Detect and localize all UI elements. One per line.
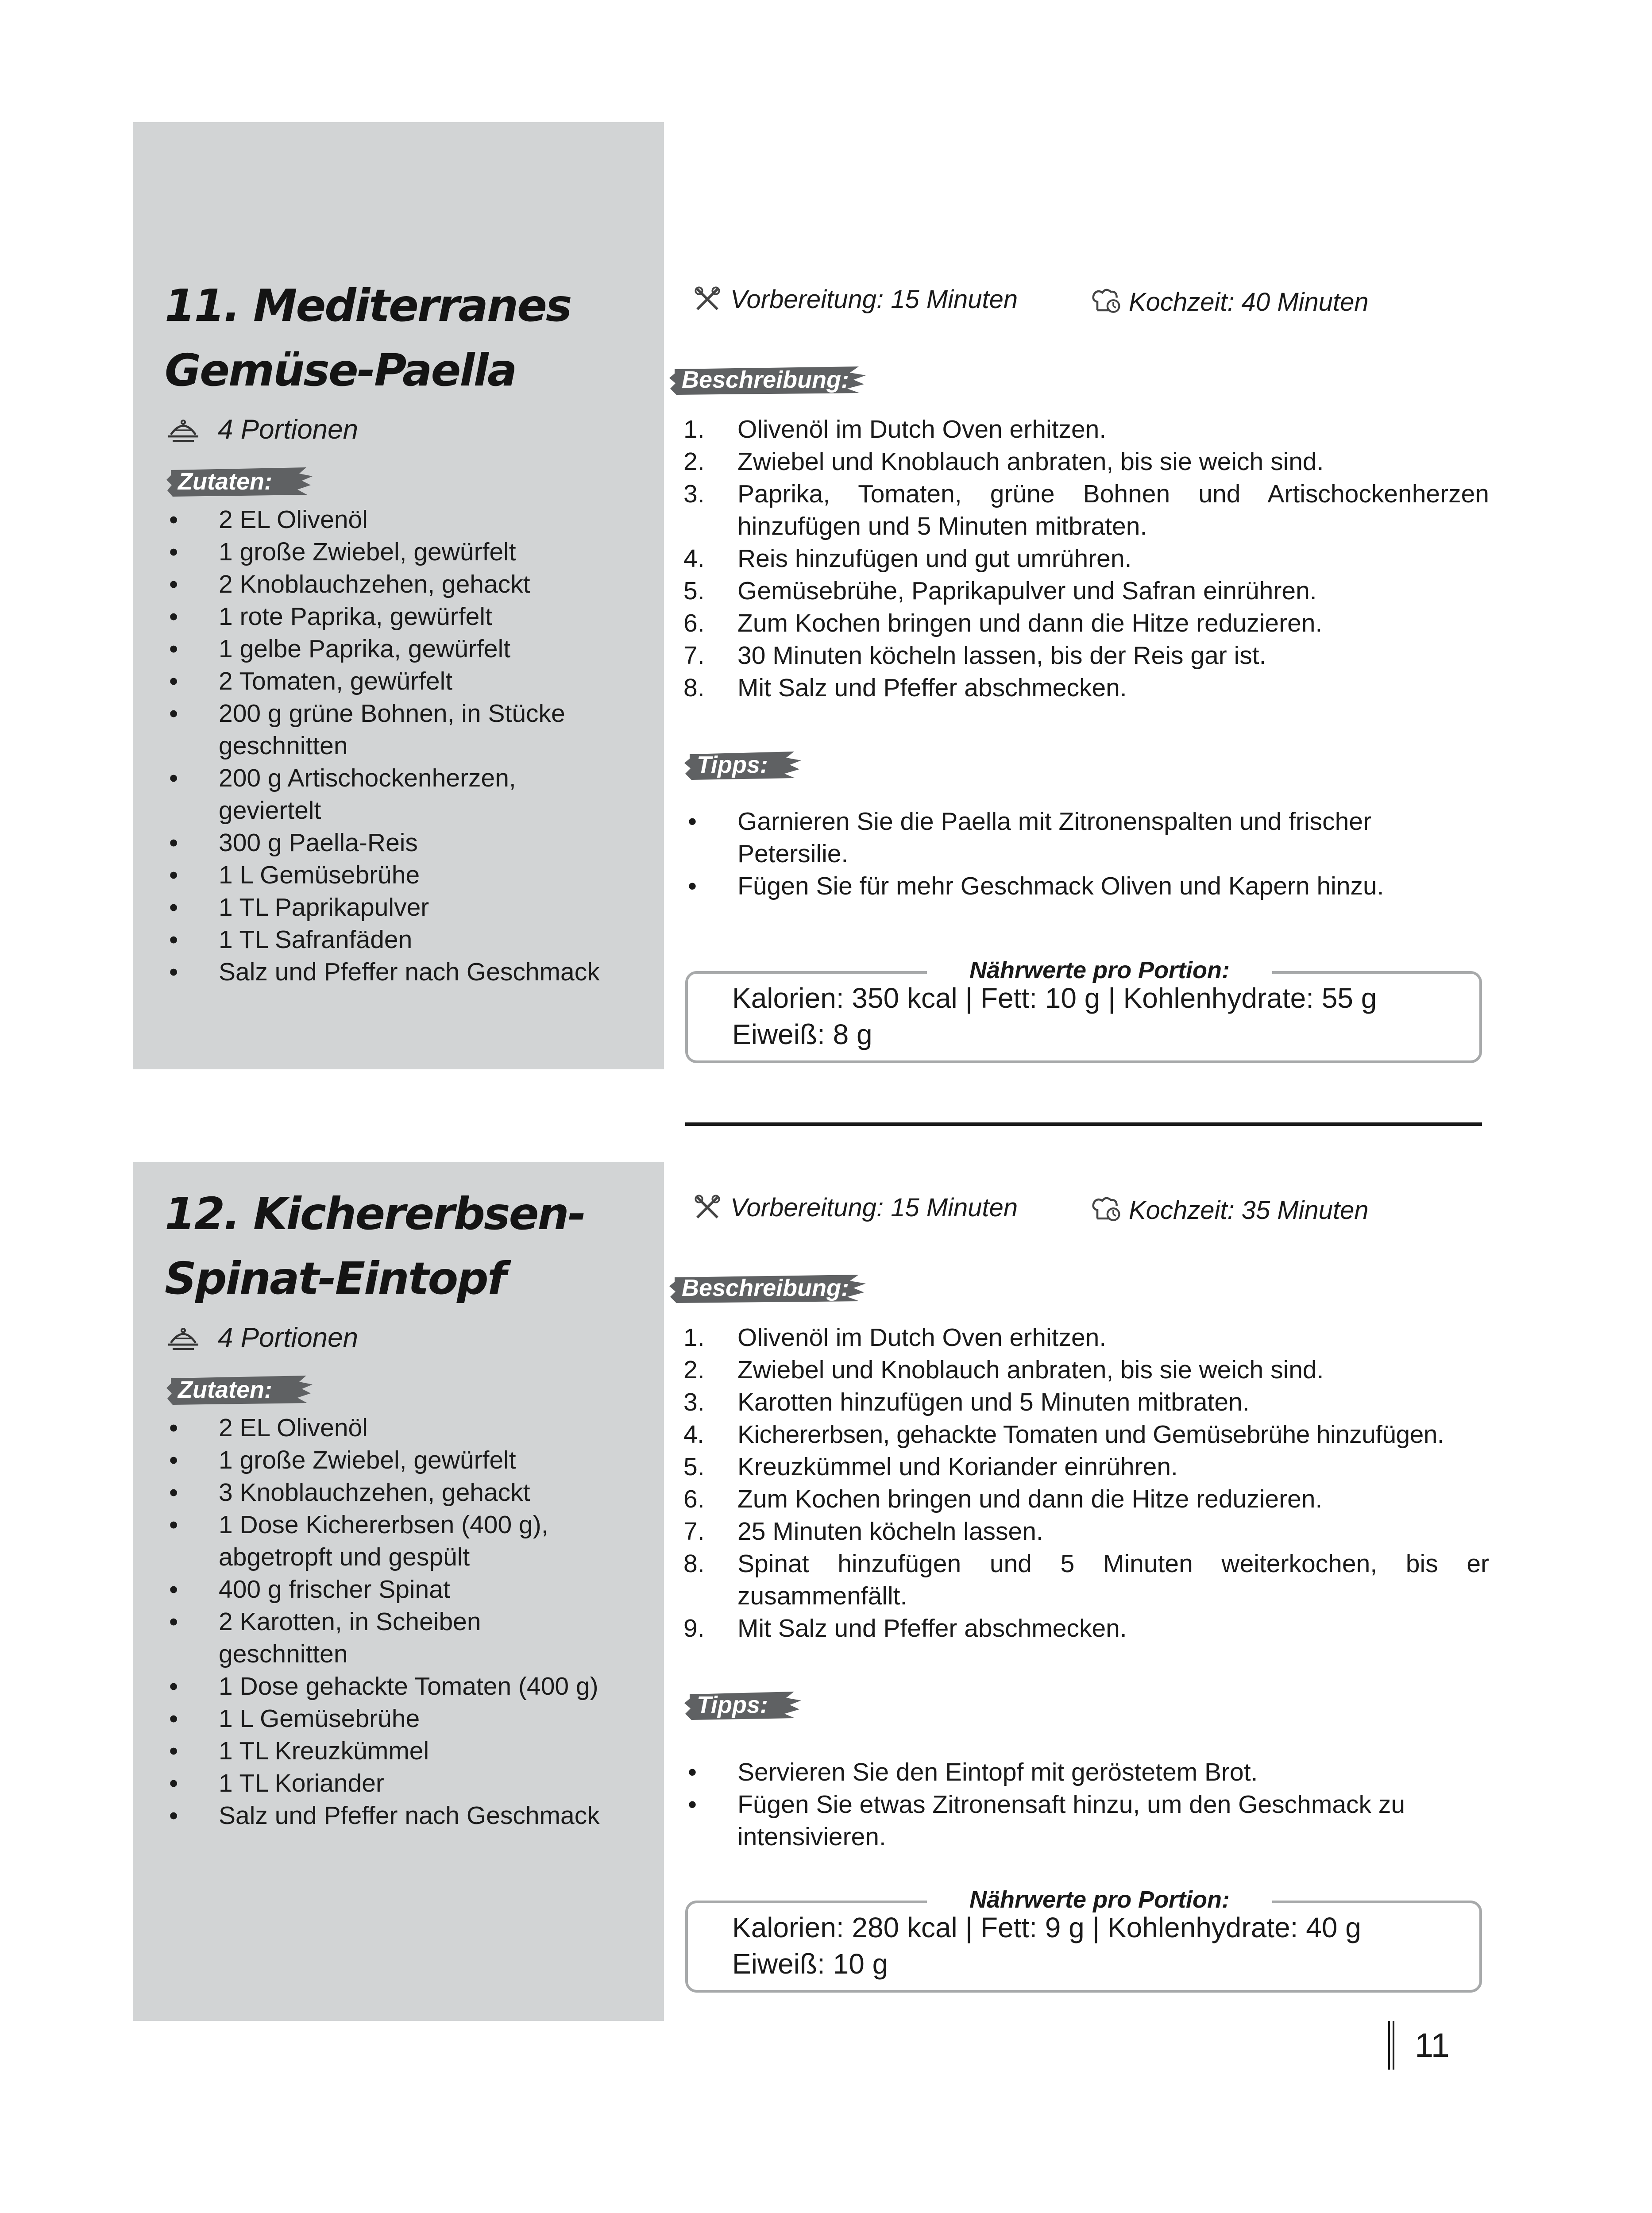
recipe-divider (685, 1122, 1482, 1126)
step-text: 30 Minuten köcheln lassen, bis der Reis gar ist. (737, 641, 1266, 670)
ingredient-item: • 1 rote Paprika, gewürfelt (165, 601, 656, 633)
page-number-bar (1388, 2021, 1394, 2070)
step-item (683, 607, 1489, 640)
ingredients-heading-badge (165, 463, 315, 500)
tips-heading: Tipps: (697, 752, 768, 778)
step-item (683, 1322, 1489, 1354)
ingredient-item: • 1 TL Kreuzkümmel (165, 1735, 656, 1767)
recipe-card (0, 1162, 1652, 2021)
description-heading: Beschreibung: (682, 366, 849, 393)
step-text: Mit Salz und Pfeffer abschmecken. (737, 1614, 1127, 1642)
ingredient-item: • 1 TL Koriander (165, 1767, 656, 1800)
tips-heading-badge (683, 1686, 803, 1723)
step-number: 5. (683, 1453, 705, 1481)
chef-hat-timer-icon (1089, 285, 1123, 319)
ingredient-item: • 200 g Artischockenherzen, geviertelt (165, 762, 582, 827)
ingredient-item: • 200 g grüne Bohnen, in Stücke geschnitten (165, 698, 582, 762)
nutrition-heading: Nährwerte pro Portion: (927, 1882, 1272, 1917)
step-text: Zwiebel und Knoblauch anbraten, bis sie weich sind. (737, 1356, 1324, 1384)
step-number: 4. (683, 544, 705, 573)
ingredient-item: • Salz und Pfeffer nach Geschmack (165, 1800, 656, 1832)
prep-time (691, 281, 1018, 317)
step-text: Gemüsebrühe, Paprikapulver und Safran einrühren. (737, 577, 1317, 605)
step-number: 6. (683, 1485, 705, 1513)
portions-text: 4 Portionen (218, 1322, 359, 1353)
step-number: 5. (683, 577, 705, 605)
step-item (683, 640, 1489, 672)
tip-item: • Servieren Sie den Eintopf mit geröstetem Brot. (683, 1756, 1489, 1789)
ingredient-item: • 400 g frischer Spinat (165, 1573, 656, 1606)
step-number: 7. (683, 1517, 705, 1546)
step-number: 9. (683, 1614, 705, 1642)
step-text: Spinat hinzufügen und 5 Minuten weiterkochen, bis er zusammenfällt. (737, 1550, 1489, 1610)
chef-hat-timer-icon (1089, 1193, 1123, 1227)
description-heading: Beschreibung: (682, 1275, 849, 1301)
ingredients-list (165, 504, 656, 988)
portions-info (166, 1320, 358, 1355)
ingredient-item: • 1 Dose Kichererbsen (400 g), abgetropft und gespült (165, 1509, 582, 1573)
step-text: Zwiebel und Knoblauch anbraten, bis sie weich sind. (737, 447, 1324, 476)
ingredient-item: • 2 Knoblauchzehen, gehackt (165, 568, 656, 601)
ingredient-item: • 1 L Gemüsebrühe (165, 859, 656, 891)
step-text: Kichererbsen, gehackte Tomaten und Gemüsebrühe hinzufügen. (737, 1420, 1444, 1449)
ingredients-list (165, 1412, 656, 1832)
ingredient-item: • 1 Dose gehackte Tomaten (400 g) (165, 1670, 656, 1703)
ingredient-item: • 1 TL Paprikapulver (165, 891, 656, 924)
description-heading-badge (668, 361, 868, 398)
tips-list (683, 806, 1489, 902)
tip-item: • Fügen Sie etwas Zitronensaft hinzu, um den Geschmack zu intensivieren. (683, 1789, 1489, 1853)
recipe-title: 11. Mediterranes Gemüse-Paella (165, 280, 571, 396)
step-item (683, 413, 1489, 446)
step-text: Karotten hinzufügen und 5 Minuten mitbraten. (737, 1388, 1250, 1416)
ingredient-item: • 2 EL Olivenöl (165, 504, 656, 536)
step-number: 1. (683, 1323, 705, 1352)
nutrition-values: Kalorien: 280 kcal | Fett: 9 g | Kohlenhydrate: 40 g (732, 1912, 1361, 1943)
ingredients-heading: Zutaten: (178, 468, 272, 495)
step-text: Olivenöl im Dutch Oven erhitzen. (737, 415, 1107, 443)
nutrition-box (685, 1886, 1482, 1993)
recipe-sidebar-panel (133, 122, 664, 1069)
step-text: Kreuzkümmel und Koriander einrühren. (737, 1453, 1178, 1481)
step-item (683, 1515, 1489, 1548)
step-text: Zum Kochen bringen und dann die Hitze reduzieren. (737, 1485, 1323, 1513)
steps-list (683, 413, 1489, 704)
step-number: 3. (683, 1388, 705, 1416)
step-text: Reis hinzufügen und gut umrühren. (737, 544, 1132, 573)
ingredient-item: • 1 große Zwiebel, gewürfelt (165, 536, 656, 568)
step-number: 7. (683, 641, 705, 670)
ingredient-item: • 2 Tomaten, gewürfelt (165, 665, 656, 698)
prep-time-text: Vorbereitung: 15 Minuten (730, 1193, 1018, 1222)
step-item (683, 1451, 1489, 1483)
step-item (683, 1354, 1489, 1386)
serving-cloche-icon (166, 1320, 201, 1355)
step-text: Paprika, Tomaten, grüne Bohnen und Artischockenherzen hinzufügen und 5 Minuten mitbraten. (737, 480, 1489, 540)
step-number: 1. (683, 415, 705, 443)
ingredient-item: • 300 g Paella-Reis (165, 827, 656, 859)
step-item (683, 575, 1489, 607)
step-item (683, 1612, 1489, 1645)
nutrition-box (685, 957, 1482, 1063)
steps-list (683, 1322, 1489, 1645)
recipe-sidebar-panel (133, 1162, 664, 2021)
step-number: 4. (683, 1420, 704, 1449)
nutrition-protein: Eiweiß: 10 g (732, 1948, 888, 1980)
ingredient-item: • 2 EL Olivenöl (165, 1412, 656, 1444)
nutrition-heading: Nährwerte pro Portion: (927, 952, 1272, 988)
step-item (683, 1548, 1489, 1612)
step-item (683, 446, 1489, 478)
step-number: 3. (683, 480, 705, 508)
page-number: 11 (1415, 2027, 1450, 2064)
nutrition-values: Kalorien: 350 kcal | Fett: 10 g | Kohlenhydrate: 55 g (732, 982, 1377, 1014)
step-number: 8. (683, 1550, 705, 1578)
recipe-card (0, 122, 1652, 1069)
nutrition-protein: Eiweiß: 8 g (732, 1018, 872, 1050)
step-number: 2. (683, 1356, 705, 1384)
step-item (683, 1386, 1489, 1419)
portions-info (166, 412, 358, 447)
portions-text: 4 Portionen (218, 414, 359, 445)
recipe-title: 12. Kichererbsen- Spinat-Eintopf (165, 1188, 585, 1304)
step-number: 8. (683, 674, 705, 702)
step-item (683, 1419, 1489, 1451)
prep-time (691, 1190, 1018, 1225)
ingredient-item: • 1 L Gemüsebrühe (165, 1703, 656, 1735)
serving-cloche-icon (166, 412, 201, 447)
cook-time-text: Kochzeit: 40 Minuten (1129, 287, 1369, 316)
prep-utensils-icon (691, 1191, 724, 1224)
step-text: Zum Kochen bringen und dann die Hitze reduzieren. (737, 609, 1323, 637)
step-item (683, 1483, 1489, 1515)
step-text: Mit Salz und Pfeffer abschmecken. (737, 674, 1127, 702)
cook-time-text: Kochzeit: 35 Minuten (1129, 1195, 1369, 1225)
step-number: 6. (683, 609, 705, 637)
tip-item: • Garnieren Sie die Paella mit Zitronenspalten und frischer Petersilie. (683, 806, 1489, 870)
ingredient-item: • 1 große Zwiebel, gewürfelt (165, 1444, 656, 1477)
ingredients-heading: Zutaten: (178, 1376, 272, 1403)
tip-item: • Fügen Sie für mehr Geschmack Oliven und Kapern hinzu. (683, 870, 1489, 902)
cook-time (1089, 1192, 1369, 1228)
ingredient-item: • Salz und Pfeffer nach Geschmack (165, 956, 656, 988)
tips-heading-badge (683, 746, 803, 783)
prep-time-text: Vorbereitung: 15 Minuten (730, 285, 1018, 314)
ingredients-heading-badge (165, 1371, 315, 1408)
prep-utensils-icon (691, 282, 724, 316)
ingredient-item: • 1 gelbe Paprika, gewürfelt (165, 633, 656, 665)
description-heading-badge (668, 1269, 868, 1307)
cook-time (1089, 284, 1369, 320)
ingredient-item: • 3 Knoblauchzehen, gehackt (165, 1477, 656, 1509)
step-text: 25 Minuten köcheln lassen. (737, 1517, 1043, 1546)
step-item (683, 672, 1489, 704)
step-number: 2. (683, 447, 705, 476)
tips-list (683, 1756, 1489, 1853)
ingredient-item: • 1 TL Safranfäden (165, 924, 656, 956)
step-item (683, 543, 1489, 575)
tips-heading: Tipps: (697, 1692, 768, 1718)
step-text: Olivenöl im Dutch Oven erhitzen. (737, 1323, 1107, 1352)
ingredient-item: • 2 Karotten, in Scheiben geschnitten (165, 1606, 555, 1670)
step-item (683, 478, 1489, 543)
